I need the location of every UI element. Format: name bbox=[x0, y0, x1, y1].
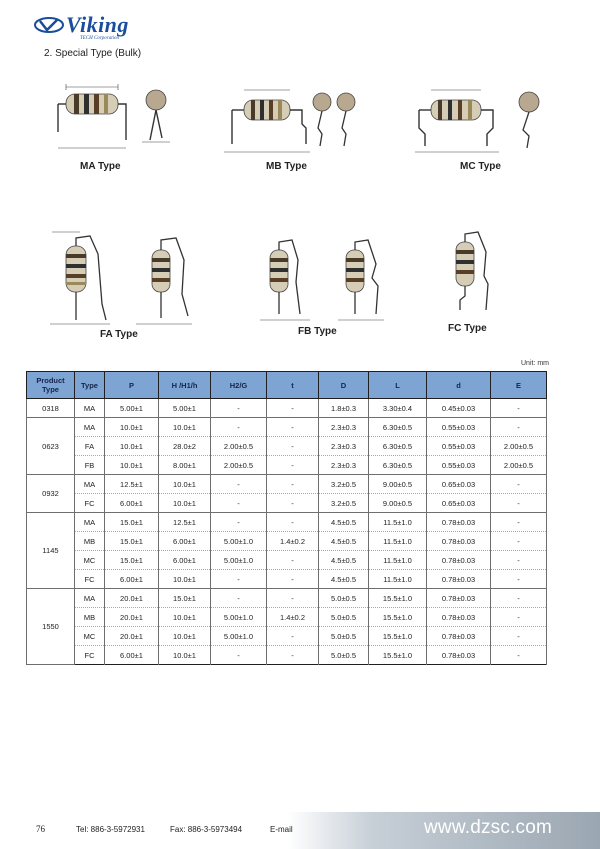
table-cell: 15.0±1 bbox=[105, 513, 159, 532]
table-cell: 10.0±1 bbox=[105, 418, 159, 437]
table-cell: - bbox=[491, 646, 547, 665]
page-number: 76 bbox=[36, 824, 45, 834]
ma-type-label: MA Type bbox=[80, 161, 121, 172]
table-cell: 15.5±1.0 bbox=[369, 646, 427, 665]
table-cell: 15.5±1.0 bbox=[369, 627, 427, 646]
footer-fax: Fax: 886-3-5973494 bbox=[170, 825, 243, 834]
table-cell: - bbox=[491, 570, 547, 589]
table-cell: 10.0±1 bbox=[159, 646, 211, 665]
table-cell: 9.00±0.5 bbox=[369, 494, 427, 513]
table-cell: 5.00±1.0 bbox=[211, 532, 267, 551]
table-cell: 1.4±0.2 bbox=[267, 608, 319, 627]
table-cell: 0.65±0.03 bbox=[427, 494, 491, 513]
table-cell: - bbox=[267, 513, 319, 532]
table-cell: 3.30±0.4 bbox=[369, 399, 427, 418]
table-header-row bbox=[27, 372, 547, 399]
table-cell: 0.55±0.03 bbox=[427, 456, 491, 475]
section-title: 2. Special Type (Bulk) bbox=[44, 48, 142, 59]
table-cell: 2.3±0.3 bbox=[319, 437, 369, 456]
col-header-p: P bbox=[105, 372, 159, 399]
mb-type-diagram bbox=[220, 84, 370, 160]
table-row bbox=[27, 532, 547, 551]
col-header-e: E bbox=[491, 372, 547, 399]
table-cell: 1.4±0.2 bbox=[267, 532, 319, 551]
table-cell: MC bbox=[75, 551, 105, 570]
table-cell: 0.55±0.03 bbox=[427, 418, 491, 437]
table-row bbox=[27, 608, 547, 627]
fa-type-diagram bbox=[40, 224, 200, 330]
table-cell: 0.78±0.03 bbox=[427, 627, 491, 646]
table-row bbox=[27, 513, 547, 532]
table-cell: - bbox=[267, 475, 319, 494]
col-header-product-type: Product Type bbox=[27, 372, 75, 399]
fa-type-label: FA Type bbox=[100, 329, 138, 340]
table-cell: 6.00±1 bbox=[159, 551, 211, 570]
table-cell: - bbox=[267, 437, 319, 456]
table-cell: 5.0±0.5 bbox=[319, 608, 369, 627]
table-cell: 0.55±0.03 bbox=[427, 437, 491, 456]
mc-type-label: MC Type bbox=[460, 161, 501, 172]
table-cell: 20.0±1 bbox=[105, 627, 159, 646]
table-cell: 10.0±1 bbox=[159, 475, 211, 494]
table-row bbox=[27, 589, 547, 608]
table-cell: 6.30±0.5 bbox=[369, 456, 427, 475]
table-cell: 6.00±1 bbox=[105, 570, 159, 589]
table-cell: 0.78±0.03 bbox=[427, 646, 491, 665]
table-cell: 10.0±1 bbox=[105, 456, 159, 475]
table-cell: MC bbox=[75, 627, 105, 646]
table-cell: - bbox=[491, 475, 547, 494]
table-cell: - bbox=[211, 494, 267, 513]
table-cell: 2.00±0.5 bbox=[491, 437, 547, 456]
table-cell: 0.78±0.03 bbox=[427, 608, 491, 627]
table-cell: 10.0±1 bbox=[159, 494, 211, 513]
fc-type-diagram bbox=[440, 226, 510, 322]
table-cell: 0.78±0.03 bbox=[427, 532, 491, 551]
table-row bbox=[27, 456, 547, 475]
table-cell: - bbox=[211, 399, 267, 418]
table-cell: 2.3±0.3 bbox=[319, 456, 369, 475]
table-cell: - bbox=[267, 551, 319, 570]
table-cell: - bbox=[491, 589, 547, 608]
table-cell: 4.5±0.5 bbox=[319, 570, 369, 589]
table-cell: 10.0±1 bbox=[159, 570, 211, 589]
table-cell: 20.0±1 bbox=[105, 589, 159, 608]
table-cell: - bbox=[267, 494, 319, 513]
table-cell: 0.45±0.03 bbox=[427, 399, 491, 418]
table-cell: 6.30±0.5 bbox=[369, 437, 427, 456]
table-cell: 28.0±2 bbox=[159, 437, 211, 456]
table-row bbox=[27, 494, 547, 513]
mb-type-label: MB Type bbox=[266, 161, 307, 172]
watermark: www.dzsc.com bbox=[424, 817, 553, 838]
col-header-d-lead: d bbox=[427, 372, 491, 399]
table-cell: 15.0±1 bbox=[105, 532, 159, 551]
table-cell: - bbox=[491, 532, 547, 551]
table-cell: - bbox=[211, 570, 267, 589]
table-cell: 4.5±0.5 bbox=[319, 513, 369, 532]
table-cell: MA bbox=[75, 589, 105, 608]
table-cell: 6.00±1 bbox=[159, 532, 211, 551]
table-cell: - bbox=[491, 418, 547, 437]
table-cell: MB bbox=[75, 532, 105, 551]
table-cell: - bbox=[267, 570, 319, 589]
table-cell: - bbox=[211, 418, 267, 437]
footer-email-label: E-mail bbox=[270, 825, 293, 834]
table-cell: 20.0±1 bbox=[105, 608, 159, 627]
fb-type-label: FB Type bbox=[298, 326, 337, 337]
table-cell: 15.5±1.0 bbox=[369, 589, 427, 608]
table-cell: 10.0±1 bbox=[159, 608, 211, 627]
table-row bbox=[27, 627, 547, 646]
fb-type-diagram bbox=[250, 230, 390, 326]
col-header-h2-g: H2/G bbox=[211, 372, 267, 399]
table-cell: MA bbox=[75, 418, 105, 437]
col-header-l: L bbox=[369, 372, 427, 399]
table-cell: - bbox=[211, 513, 267, 532]
table-row bbox=[27, 399, 547, 418]
mc-type-diagram bbox=[405, 84, 555, 160]
spec-table bbox=[26, 371, 547, 665]
table-cell: - bbox=[211, 475, 267, 494]
table-cell: - bbox=[267, 589, 319, 608]
table-cell: - bbox=[491, 608, 547, 627]
table-cell: - bbox=[491, 627, 547, 646]
unit-note: Unit: mm bbox=[521, 360, 549, 367]
table-cell: 8.00±1 bbox=[159, 456, 211, 475]
table-cell: 11.5±1.0 bbox=[369, 570, 427, 589]
page-footer bbox=[0, 812, 600, 849]
table-cell: 0.78±0.03 bbox=[427, 589, 491, 608]
table-cell: 2.00±0.5 bbox=[211, 437, 267, 456]
table-cell: 15.0±1 bbox=[159, 589, 211, 608]
table-cell: - bbox=[211, 589, 267, 608]
table-cell: 1.8±0.3 bbox=[319, 399, 369, 418]
table-cell: - bbox=[491, 513, 547, 532]
table-cell: 5.0±0.5 bbox=[319, 646, 369, 665]
table-cell: 2.3±0.3 bbox=[319, 418, 369, 437]
table-cell: 6.00±1 bbox=[105, 494, 159, 513]
viking-emblem-icon bbox=[34, 16, 64, 34]
table-cell: 2.00±0.5 bbox=[211, 456, 267, 475]
table-cell: FB bbox=[75, 456, 105, 475]
viking-logo bbox=[34, 12, 144, 42]
table-cell: FA bbox=[75, 437, 105, 456]
table-cell: - bbox=[491, 551, 547, 570]
table-cell: 11.5±1.0 bbox=[369, 532, 427, 551]
table-cell: 10.0±1 bbox=[159, 627, 211, 646]
table-row bbox=[27, 418, 547, 437]
table-cell: 11.5±1.0 bbox=[369, 551, 427, 570]
table-cell: FC bbox=[75, 570, 105, 589]
table-cell: 0.65±0.03 bbox=[427, 475, 491, 494]
logo-subtext: TECH Corporation bbox=[80, 36, 120, 41]
table-cell: MB bbox=[75, 608, 105, 627]
table-cell: 6.30±0.5 bbox=[369, 418, 427, 437]
table-cell: MA bbox=[75, 399, 105, 418]
product-type-cell: 0932 bbox=[27, 475, 75, 513]
table-cell: - bbox=[267, 627, 319, 646]
table-cell: 3.2±0.5 bbox=[319, 475, 369, 494]
product-type-cell: 1550 bbox=[27, 589, 75, 665]
col-header-t: t bbox=[267, 372, 319, 399]
table-cell: 0.78±0.03 bbox=[427, 513, 491, 532]
table-cell: 0.78±0.03 bbox=[427, 551, 491, 570]
table-row bbox=[27, 570, 547, 589]
table-cell: MA bbox=[75, 513, 105, 532]
table-cell: 5.00±1.0 bbox=[211, 551, 267, 570]
table-cell: 5.0±0.5 bbox=[319, 589, 369, 608]
table-row bbox=[27, 551, 547, 570]
table-cell: MA bbox=[75, 475, 105, 494]
table-cell: - bbox=[491, 399, 547, 418]
table-cell: 10.0±1 bbox=[159, 418, 211, 437]
table-cell: 5.00±1.0 bbox=[211, 608, 267, 627]
table-cell: 0.78±0.03 bbox=[427, 570, 491, 589]
table-cell: - bbox=[267, 646, 319, 665]
table-cell: 15.0±1 bbox=[105, 551, 159, 570]
table-cell: - bbox=[491, 494, 547, 513]
table-cell: 2.00±0.5 bbox=[491, 456, 547, 475]
table-row bbox=[27, 437, 547, 456]
table-cell: 11.5±1.0 bbox=[369, 513, 427, 532]
product-type-cell: 1145 bbox=[27, 513, 75, 589]
table-cell: 6.00±1 bbox=[105, 646, 159, 665]
table-cell: 5.00±1 bbox=[105, 399, 159, 418]
spec-table-body bbox=[27, 399, 547, 665]
table-cell: 4.5±0.5 bbox=[319, 551, 369, 570]
col-header-h: H /H1/h bbox=[159, 372, 211, 399]
table-cell: - bbox=[267, 399, 319, 418]
table-cell: - bbox=[267, 456, 319, 475]
col-header-type: Type bbox=[75, 372, 105, 399]
col-header-d-body: D bbox=[319, 372, 369, 399]
table-cell: FC bbox=[75, 494, 105, 513]
table-cell: 9.00±0.5 bbox=[369, 475, 427, 494]
table-cell: 12.5±1 bbox=[159, 513, 211, 532]
table-cell: 12.5±1 bbox=[105, 475, 159, 494]
table-cell: FC bbox=[75, 646, 105, 665]
product-type-cell: 0318 bbox=[27, 399, 75, 418]
table-cell: 3.2±0.5 bbox=[319, 494, 369, 513]
table-cell: 15.5±1.0 bbox=[369, 608, 427, 627]
table-cell: - bbox=[211, 646, 267, 665]
fc-type-label: FC Type bbox=[448, 323, 487, 334]
table-cell: 4.5±0.5 bbox=[319, 532, 369, 551]
table-cell: - bbox=[267, 418, 319, 437]
table-row bbox=[27, 475, 547, 494]
ma-type-diagram bbox=[52, 82, 182, 160]
product-type-cell: 0623 bbox=[27, 418, 75, 475]
logo-wordmark: Viking bbox=[66, 12, 129, 37]
table-cell: 5.00±1 bbox=[159, 399, 211, 418]
table-cell: 5.0±0.5 bbox=[319, 627, 369, 646]
table-row bbox=[27, 646, 547, 665]
table-cell: 10.0±1 bbox=[105, 437, 159, 456]
table-cell: 5.00±1.0 bbox=[211, 627, 267, 646]
footer-tel: Tel: 886-3-5972931 bbox=[76, 825, 145, 834]
